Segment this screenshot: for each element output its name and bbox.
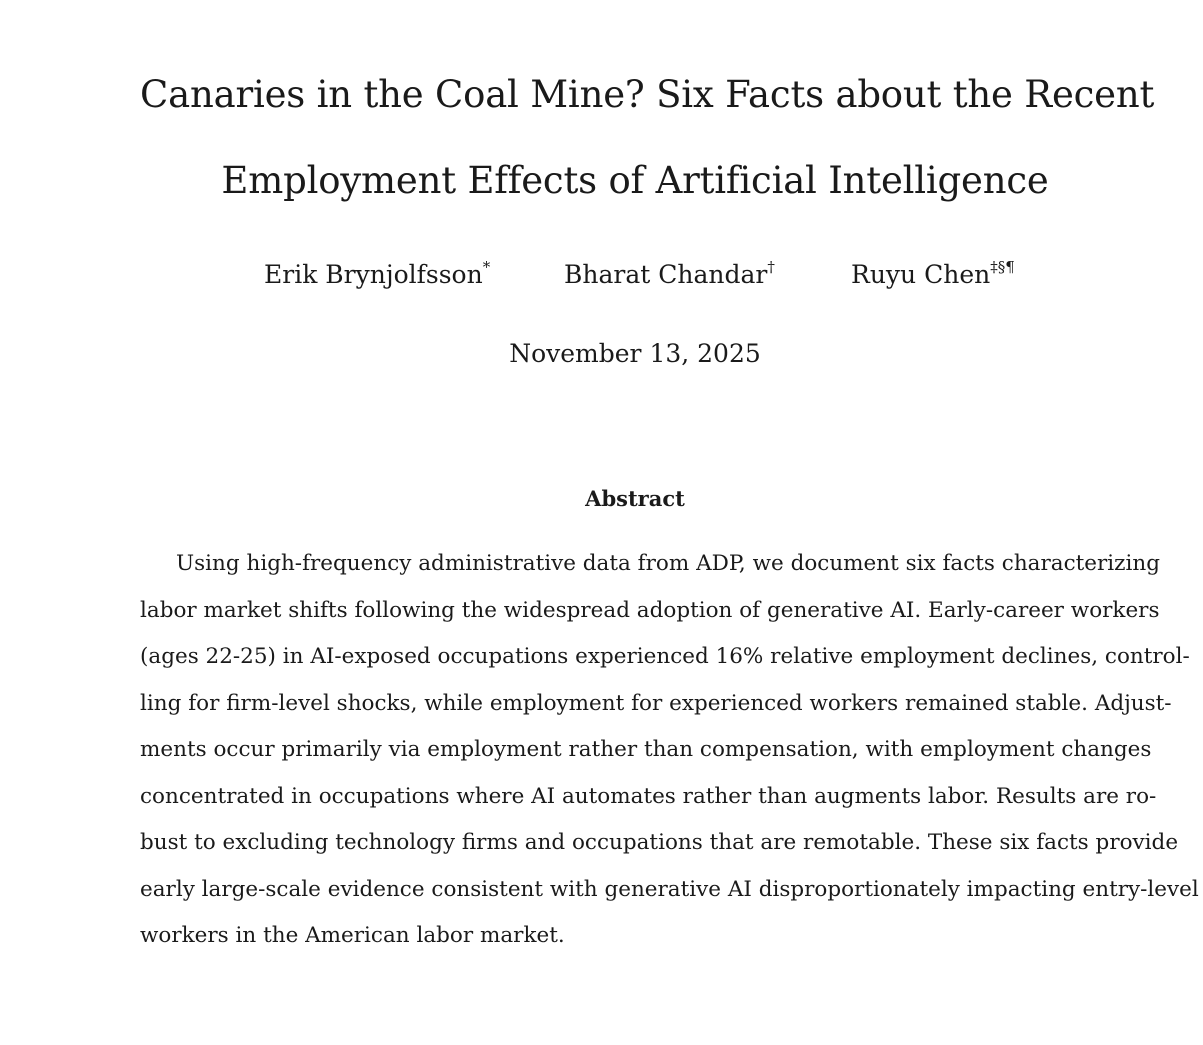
abstract-line: Using high-frequency administrative data from ADP, we document six facts characterizing	[176, 551, 1160, 576]
abstract-line: ments occur primarily via employment rather than compensation, with employment changes	[140, 737, 1152, 762]
author-footnote-mark[interactable]: †	[767, 258, 775, 276]
paper-title-line-2: Employment Effects of Artificial Intelligence	[221, 159, 1049, 202]
abstract-line: concentrated in occupations where AI automates rather than augments labor. Results are ro-	[140, 783, 1157, 809]
abstract-line: bust to excluding technology firms and occupations that are remotable. These six facts provide	[140, 830, 1179, 855]
author-chen	[851, 258, 1015, 289]
author-name: Bharat Chandar	[564, 260, 768, 289]
abstract-line: labor market shifts following the widespread adoption of generative AI. Early-career workers	[140, 597, 1160, 623]
author-footnote-mark[interactable]: ‡§¶	[990, 258, 1015, 276]
author-brynjolfsson	[264, 258, 491, 289]
author-name: Ruyu Chen	[851, 260, 991, 289]
publication-date: November 13, 2025	[509, 339, 761, 368]
abstract-text	[140, 541, 1199, 960]
author-list	[0, 259, 1203, 299]
paper-title-line-1: Canaries in the Coal Mine? Six Facts about the Recent	[140, 73, 1155, 116]
author-footnote-mark[interactable]: *	[482, 258, 491, 276]
author-chandar	[564, 258, 775, 289]
abstract-line: (ages 22-25) in AI-exposed occupations experienced 16% relative employment declines, control-	[140, 644, 1190, 669]
abstract-line: ling for firm-level shocks, while employment for experienced workers remained stable. Adjust-	[140, 690, 1172, 716]
abstract-heading: Abstract	[585, 486, 685, 511]
abstract-line: workers in the American labor market.	[140, 923, 565, 948]
abstract-line: early large-scale evidence consistent with generative AI disproportionately impacting entry-level	[140, 876, 1199, 902]
author-name: Erik Brynjolfsson	[264, 260, 483, 289]
